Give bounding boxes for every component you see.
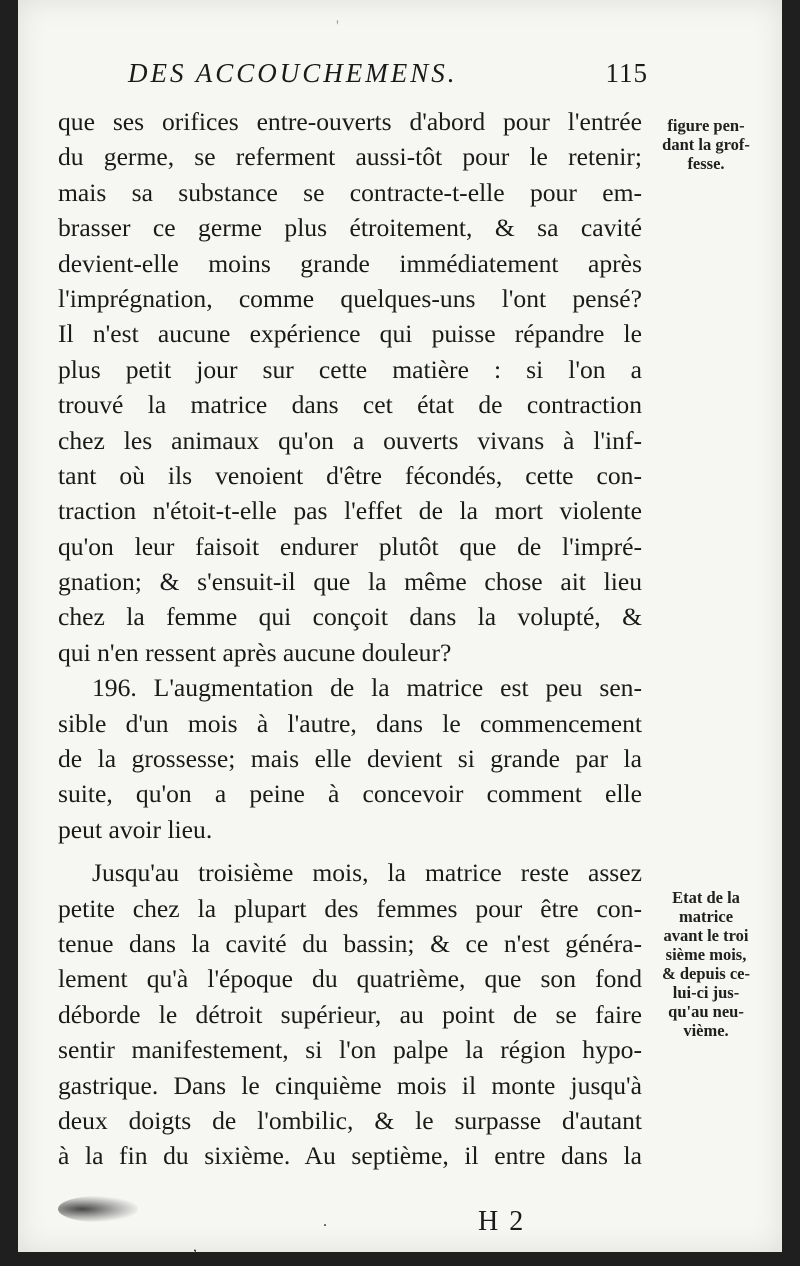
margin-note-line: qu'au neu- — [668, 1002, 744, 1021]
text-line: déborde le détroit supérieur, au point de se faire — [58, 999, 642, 1029]
text-line: de la grossesse; mais elle devient si grande par la — [58, 744, 642, 774]
text-line: Il n'est aucune expérience qui puisse répandre le — [58, 319, 642, 349]
margin-note-line: figure pen- — [667, 116, 745, 135]
text-line: peut avoir lieu. — [58, 814, 213, 844]
text-line: qu'on leur faisoit endurer plutôt que de l'impré- — [58, 531, 642, 561]
ink-smudge — [58, 1196, 138, 1222]
text-line: traction n'étoit-t-elle pas l'effet de la mort violente — [58, 496, 642, 526]
page-number: 115 — [605, 58, 648, 88]
text-line: Jusqu'au troisième mois, la matrice reste assez — [92, 858, 642, 888]
text-line: plus petit jour sur cette matière : si l'on a — [58, 354, 642, 384]
text-line: gastrique. Dans le cinquième mois il monte jusqu'à — [58, 1070, 642, 1100]
margin-note-line: avant le troi — [663, 926, 749, 945]
bleed-through-text — [648, 220, 760, 488]
text-line: mais sa substance se contracte-t-elle pour em- — [58, 177, 642, 207]
text-line: trouvé la matrice dans cet état de contraction — [58, 390, 642, 420]
text-line: à la fin du sixième. Au septième, il entre dans la — [58, 1141, 642, 1171]
text-line: que ses orifices entre-ouverts d'abord pour l'entrée — [58, 107, 642, 136]
text-line: qui n'en ressent après aucune douleur? — [58, 637, 452, 667]
text-line: gnation; & s'ensuit-il que la même chose ait lieu — [58, 567, 642, 597]
margin-note-line: lui-ci jus- — [672, 983, 740, 1002]
margin-note-line: fesse. — [687, 154, 725, 173]
body-text — [58, 104, 642, 1174]
speck: ' — [336, 18, 339, 35]
running-header — [128, 58, 648, 94]
text-line: sible d'un mois à l'autre, dans le commencement — [58, 708, 642, 738]
speck: . — [323, 1213, 327, 1230]
text-line: chez les animaux qu'on a ouverts vivans à l'inf- — [58, 425, 642, 455]
text-line: brasser ce germe plus étroitement, & sa cavité — [58, 213, 642, 243]
text-line: du germe, se referment aussi-tôt pour le retenir; — [58, 142, 642, 172]
margin-note-line: dant la grof- — [662, 135, 750, 154]
margin-note-line: matrice — [678, 907, 734, 926]
text-line: lement qu'à l'époque du quatrième, que son fond — [58, 964, 642, 994]
book-page — [18, 0, 782, 1255]
text-line: tenue dans la cavité du bassin; & ce n'est généra- — [58, 928, 642, 958]
text-line: 196. L'augmentation de la matrice est peu sen- — [92, 673, 642, 703]
text-line: suite, qu'on a peine à concevoir comment elle — [58, 779, 642, 809]
margin-note-line: vième. — [683, 1021, 729, 1040]
text-line: l'imprégnation, comme quelques-uns l'ont pensé? — [58, 283, 642, 313]
text-line: deux doigts de l'ombilic, & le surpasse d'autant — [58, 1105, 642, 1135]
running-title: DES ACCOUCHEMENS. — [128, 58, 458, 88]
text-line: sentir manifestement, si l'on palpe la région hypo- — [58, 1035, 642, 1065]
margin-note-line: sième mois, — [665, 945, 747, 964]
margin-note-line: & depuis ce- — [662, 964, 750, 983]
margin-note-bottom — [647, 888, 765, 1040]
margin-note-top — [647, 116, 765, 173]
signature-mark: H 2 — [478, 1206, 526, 1237]
margin-note-line: Etat de la — [672, 888, 740, 907]
text-line: tant où ils venoient d'être fécondés, cette con- — [58, 460, 642, 490]
text-line: devient-elle moins grande immédiatement après — [58, 248, 642, 278]
speck: , — [193, 1238, 197, 1255]
text-line: chez la femme qui conçoit dans la volupté, & — [58, 602, 642, 632]
text-line: petite chez la plupart des femmes pour être con- — [58, 893, 642, 923]
